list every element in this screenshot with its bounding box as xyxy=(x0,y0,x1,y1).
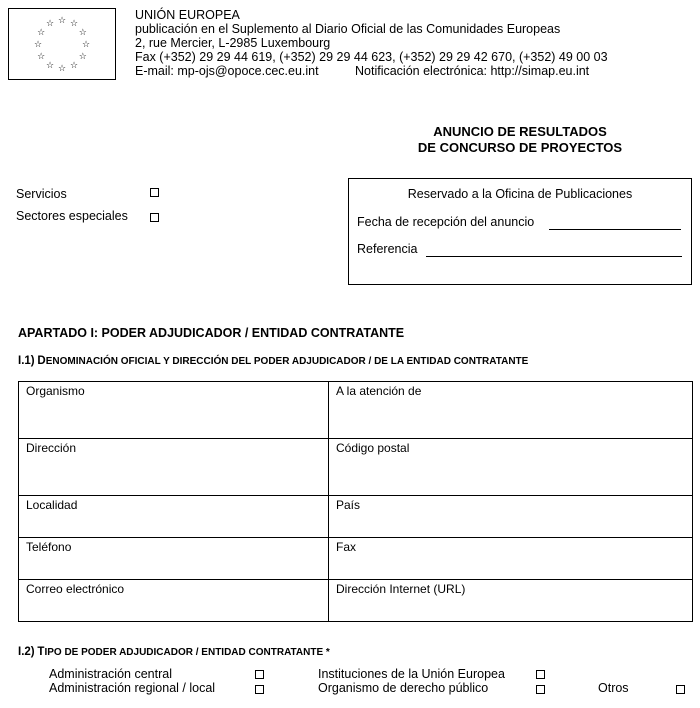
stars-circle-icon xyxy=(9,9,115,79)
subsection-2-initial: T xyxy=(37,646,45,658)
subsection-2-title: IPO DE PODER ADJUDICADOR / ENTIDAD CONTRATANTE * xyxy=(44,647,330,658)
option-public-law-checkbox[interactable] xyxy=(536,685,545,694)
reserved-box xyxy=(348,178,692,285)
reference-field[interactable] xyxy=(426,255,682,257)
header-address: 2, rue Mercier, L-2985 Luxembourg xyxy=(135,36,331,50)
codigo-postal-label: Código postal xyxy=(336,441,410,455)
direccion-label: Dirección xyxy=(26,441,77,455)
star-icon: ☆ xyxy=(78,52,87,62)
option-eu-label: Instituciones de la Unión Europea xyxy=(318,667,505,681)
telefono-cell[interactable] xyxy=(19,538,329,580)
star-icon: ☆ xyxy=(33,40,43,50)
codigo-postal-cell[interactable] xyxy=(329,439,693,496)
option-others-checkbox[interactable] xyxy=(676,685,685,694)
subsection-1-initial: D xyxy=(37,355,46,367)
received-date-label: Fecha de recepción del anuncio xyxy=(357,215,535,229)
star-icon: ☆ xyxy=(81,40,91,50)
star-icon: ☆ xyxy=(69,19,79,30)
option-central-checkbox[interactable] xyxy=(255,670,264,679)
star-icon: ☆ xyxy=(69,60,79,71)
url-label: Dirección Internet (URL) xyxy=(336,582,466,596)
star-icon: ☆ xyxy=(37,52,46,62)
pais-label: País xyxy=(336,498,361,512)
option-regional-label: Administración regional / local xyxy=(49,681,216,695)
option-central-label: Administración central xyxy=(49,667,172,681)
option-eu-checkbox[interactable] xyxy=(536,670,545,679)
star-icon: ☆ xyxy=(45,60,55,71)
url-cell[interactable] xyxy=(329,580,693,622)
organismo-cell[interactable] xyxy=(19,382,329,439)
fax-cell[interactable] xyxy=(329,538,693,580)
eu-flag-logo xyxy=(8,8,116,80)
star-icon: ☆ xyxy=(57,16,67,26)
option-others-label: Otros xyxy=(598,681,629,695)
table-row xyxy=(19,439,693,496)
star-icon: ☆ xyxy=(78,28,87,38)
header-fax: Fax (+352) 29 29 44 619, (+352) 29 29 44 623, (+352) 29 29 42 670, (+352) 49 00 03 xyxy=(135,50,608,64)
reserved-heading: Reservado a la Oficina de Publicaciones xyxy=(407,187,633,201)
organismo-label: Organismo xyxy=(26,384,85,398)
subsection-1-heading xyxy=(18,355,528,367)
direccion-cell[interactable] xyxy=(19,439,329,496)
contact-table xyxy=(18,381,693,622)
subsection-1-number: I.1) xyxy=(18,355,35,367)
table-row xyxy=(19,382,693,439)
header-notification: Notificación electrónica: http://simap.eu.int xyxy=(355,64,590,78)
category-sectores-label: Sectores especiales xyxy=(16,209,128,223)
category-servicios-label: Servicios xyxy=(16,187,67,201)
section-title: APARTADO I: PODER ADJUDICADOR / ENTIDAD CONTRATANTE xyxy=(18,326,405,340)
table-row xyxy=(19,580,693,622)
category-sectores-checkbox[interactable] xyxy=(150,213,159,222)
fax-label: Fax xyxy=(336,540,357,554)
correo-label: Correo electrónico xyxy=(26,582,125,596)
atencion-label: A la atención de xyxy=(336,384,422,398)
localidad-cell[interactable] xyxy=(19,496,329,538)
received-date-field[interactable] xyxy=(549,228,681,230)
reference-label: Referencia xyxy=(357,242,418,256)
category-servicios-checkbox[interactable] xyxy=(150,188,159,197)
notice-title-line1: ANUNCIO DE RESULTADOS xyxy=(433,124,607,139)
option-regional-checkbox[interactable] xyxy=(255,685,264,694)
correo-cell[interactable] xyxy=(19,580,329,622)
subsection-1-title: ENOMINACIÓN OFICIAL Y DIRECCIÓN DEL PODER ADJUDICADOR / DE LA ENTIDAD CONTRATANTE xyxy=(45,356,529,367)
table-row xyxy=(19,496,693,538)
star-icon: ☆ xyxy=(37,28,46,38)
localidad-label: Localidad xyxy=(26,498,78,512)
pais-cell[interactable] xyxy=(329,496,693,538)
telefono-label: Teléfono xyxy=(26,540,72,554)
star-icon: ☆ xyxy=(45,19,55,30)
header-email: E-mail: mp-ojs@opoce.cec.eu.int xyxy=(135,64,319,78)
table-row xyxy=(19,538,693,580)
star-icon: ☆ xyxy=(57,64,67,74)
subsection-2-number: I.2) xyxy=(18,646,35,658)
atencion-cell[interactable] xyxy=(329,382,693,439)
notice-title-line2: DE CONCURSO DE PROYECTOS xyxy=(417,140,623,155)
subsection-2-heading xyxy=(18,646,330,658)
header-publication: publicación en el Suplemento al Diario Oficial de las Comunidades Europeas xyxy=(135,22,561,36)
option-public-law-label: Organismo de derecho público xyxy=(318,681,489,695)
header-org: UNIÓN EUROPEA xyxy=(135,8,240,22)
